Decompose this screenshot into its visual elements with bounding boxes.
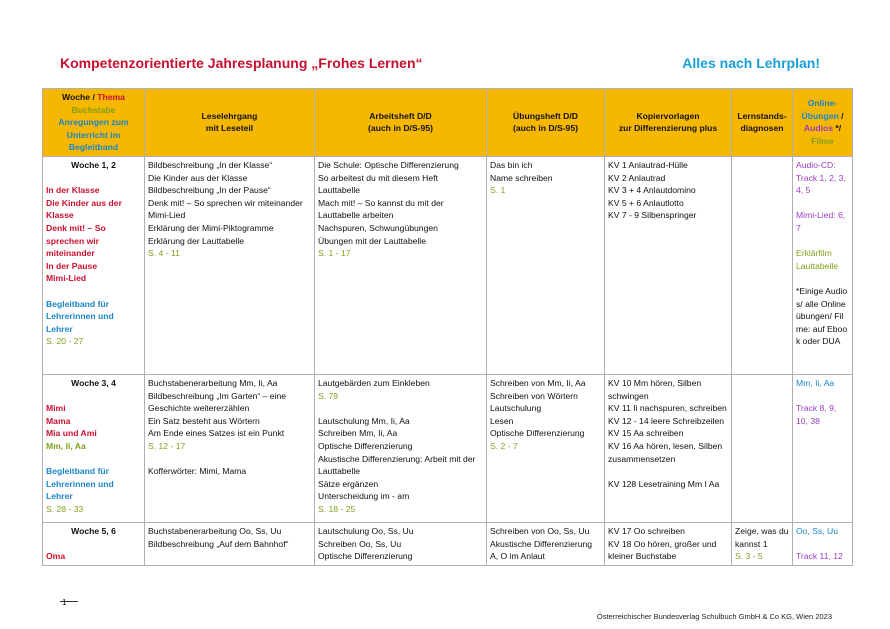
uebungsheft-cell: Schreiben von Mm, Ii, Aa Schreiben von Wörtern Lautschulung Lesen Optische Differenzierung S. 2 - 7 [487, 374, 605, 522]
online-cell: Oo, Ss, Uu Track 11, 12 [793, 522, 853, 565]
kopiervorlagen-cell: KV 1 Anlautrad-Hülle KV 2 Anlautrad KV 3 + 4 Anlautdomino KV 5 + 6 Anlautlotto KV 7 - 9 Silbenspringer [605, 156, 732, 374]
table-row [43, 522, 853, 565]
kopiervorlagen-cell: KV 10 Mm hören, Silben schwingen KV 11 Ii nachspuren, schreiben KV 12 - 14 leere Schreibzeilen KV 15 Aa schreiben KV 16 Aa hören, lesen, Silben zusammensetzen KV 128 Lesetraining Mm I Aa [605, 374, 732, 522]
lernstand-cell: Zeige, was du kannst 1 S. 3 - 5 [732, 522, 793, 565]
header-kopiervorlagen: Kopiervorlagen zur Differenzierung plus [605, 89, 732, 157]
uebungsheft-cell: Das bin ich Name schreiben S. 1 [487, 156, 605, 374]
header-woche-thema: Woche / Thema Buchstabe Anregungen zum Unterricht im Begleitband [43, 89, 145, 157]
page-number: 1 [62, 598, 67, 607]
online-cell: Audio-CD: Track 1, 2, 3, 4, 5 Mimi-Lied: 6, 7 Erklärfilm Lauttabelle *Einige Audios/ alle Onlineübungen/ Filme: auf Ebook oder DUA [793, 156, 853, 374]
uebungsheft-cell: Schreiben von Oo, Ss, Uu Akustische Differenzierung A, O im Anlaut [487, 522, 605, 565]
table-header-row [43, 89, 853, 157]
lernstand-cell [732, 374, 793, 522]
header-uebungsheft: Übungsheft D/D (auch in D/S-95) [487, 89, 605, 157]
week-cell: Woche 5, 6 Oma [43, 522, 145, 565]
slogan: Alles nach Lehrplan! [682, 55, 820, 71]
online-cell: Mm, Ii, Aa Track 8, 9, 10, 38 [793, 374, 853, 522]
week-cell: Woche 1, 2 In der Klasse Die Kinder aus der Klasse Denk mit! – So sprechen wir miteinander In der Pause Mimi-Lied Begleitband für Lehrerinnen und Lehrer S. 20 - 27 [43, 156, 145, 374]
leselehrgang-cell: Bildbeschreibung „In der Klasse“ Die Kinder aus der Klasse Bildbeschreibung „In der Pause“ Denk mit! – So sprechen wir miteinander Mimi-Lied Erklärung der Mimi-Piktogramme Erklärung der Lauttabelle S. 4 - 11 [145, 156, 315, 374]
header-arbeitsheft: Arbeitsheft D/D (auch in D/S-95) [315, 89, 487, 157]
kopiervorlagen-cell: KV 17 Oo schreiben KV 18 Oo hören, großer und kleiner Buchstabe [605, 522, 732, 565]
leselehrgang-cell: Buchstabenerarbeitung Oo, Ss, Uu Bildbeschreibung „Auf dem Bahnhof“ [145, 522, 315, 565]
week-cell: Woche 3, 4 Mimi Mama Mia und Ami Mm, Ii, Aa Begleitband für Lehrerinnen und Lehrer S. 28 - 33 [43, 374, 145, 522]
header-leselehrgang: Leselehrgang mit Leseteil [145, 89, 315, 157]
arbeitsheft-cell: Lautgebärden zum Einkleben S. 79 Lautschulung Mm, Ii, Aa Schreiben Mm, Ii, Aa Optische Differenzierung Akustische Differenzierung: Arbeit mit der Lauttabelle Sätze ergänzen Unterscheidung im - am S. 18 - 25 [315, 374, 487, 522]
header-online: Online- Übungen / Audios */ Filme [793, 89, 853, 157]
publisher-credit: Österreichischer Bundesverlag Schulbuch GmbH & Co KG, Wien 2023 [596, 612, 832, 621]
table-row [43, 374, 853, 522]
arbeitsheft-cell: Die Schule: Optische Differenzierung So arbeitest du mit diesem Heft Lauttabelle Mach mit! – So kannst du mit der Lauttabelle arbeiten Nachspuren, Schwungübungen Übungen mit der Lauttabelle S. 1 - 17 [315, 156, 487, 374]
lernstand-cell [732, 156, 793, 374]
planning-table [42, 88, 853, 566]
table-row [43, 156, 853, 374]
arbeitsheft-cell: Lautschulung Oo, Ss, Uu Schreiben Oo, Ss, Uu Optische Differenzierung [315, 522, 487, 565]
leselehrgang-cell: Buchstabenerarbeitung Mm, Ii, Aa Bildbeschreibung „Im Garten“ – eine Geschichte weitererzählen Ein Satz besteht aus Wörtern Am Ende eines Satzes ist ein Punkt S. 12 - 17 Kofferwörter: Mimi, Mama [145, 374, 315, 522]
header-lernstand: Lernstands- diagnosen [732, 89, 793, 157]
page-title: Kompetenzorientierte Jahresplanung „Frohes Lernen“ [60, 55, 423, 71]
